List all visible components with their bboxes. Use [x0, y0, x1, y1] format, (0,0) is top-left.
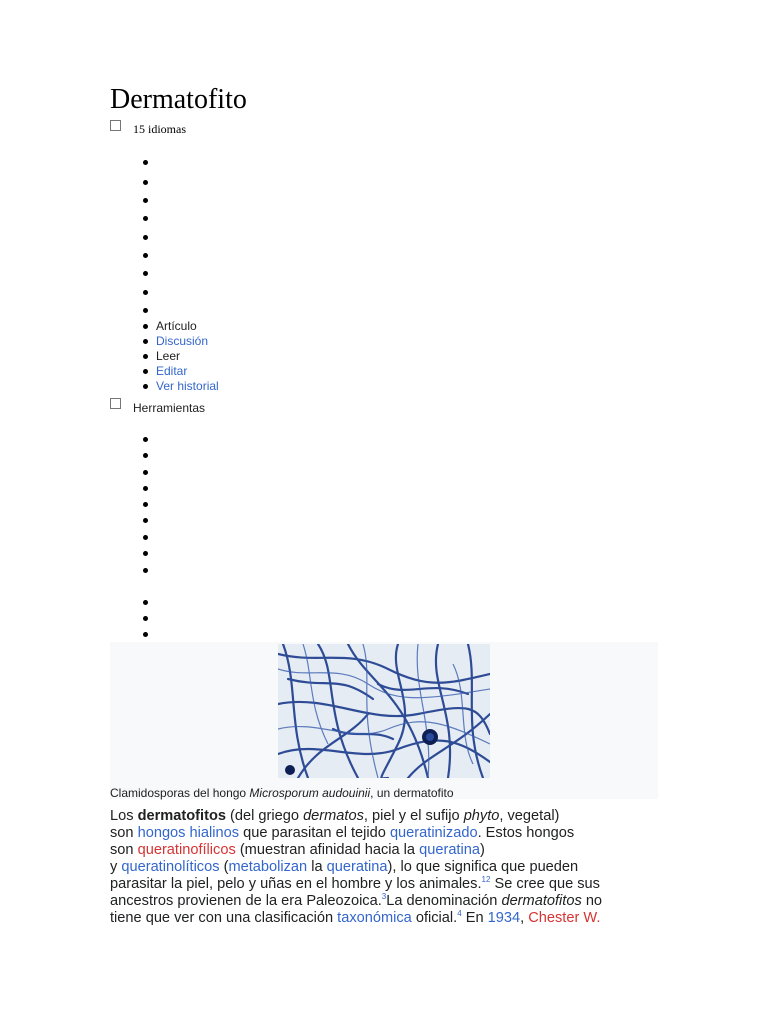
link-taxonomica[interactable]: taxonómica	[337, 910, 412, 926]
link-queratinizado[interactable]: queratinizado	[389, 825, 478, 841]
figure-caption: Clamidosporas del hongo Microsporum audouinii, un dermatofito	[110, 786, 454, 800]
list-bullet	[143, 437, 148, 442]
list-bullet	[143, 470, 148, 475]
languages-checkbox[interactable]	[110, 120, 121, 131]
link-chester-w[interactable]: Chester W.	[528, 910, 601, 926]
link-queratina[interactable]: queratina	[326, 859, 388, 875]
tab-article[interactable]: Artículo	[156, 319, 197, 333]
reference-link[interactable]: 3	[381, 892, 387, 901]
languages-label[interactable]: 15 idiomas	[133, 122, 186, 136]
link-queratina[interactable]: queratina	[419, 842, 480, 858]
reference-link[interactable]: 1	[481, 875, 486, 884]
link-hongos-hialinos[interactable]: hongos hialinos	[137, 825, 240, 841]
list-bullet	[143, 369, 148, 374]
list-bullet	[143, 198, 148, 203]
list-bullet	[143, 324, 148, 329]
list-bullet	[143, 486, 148, 491]
reference-link[interactable]: 2	[485, 875, 491, 884]
list-bullet	[143, 453, 148, 458]
tab-history[interactable]: Ver historial	[156, 379, 219, 393]
tools-label[interactable]: Herramientas	[133, 401, 206, 415]
article-paragraph: Los dermatofitos (del griego dermatos, piel y el sufijo phyto, vegetal) son hongos hialinos que parasitan el tejido queratinizado. Estos hongos son queratinofílicos (muestran afinidad hacia la queratina) y queratinolíticos (metabolizan la queratina), lo que significa que pueden parasitar la piel, pelo y uñas en el hombre y los animales.$^{12}$ Se cree que sus ancestros provienen de la era Paleozoica.$^3$La denominación dermatofitos no tiene que ver con una clasificación taxonómica oficial.$^4$ En 1934, Chester W.	[110, 808, 603, 926]
list-bullet	[143, 339, 148, 344]
list-bullet	[143, 600, 148, 605]
list-bullet	[143, 308, 148, 313]
list-bullet	[143, 632, 148, 637]
list-bullet	[143, 216, 148, 221]
list-bullet	[143, 290, 148, 295]
list-bullet	[143, 180, 148, 185]
list-bullet	[143, 235, 148, 240]
list-bullet	[143, 568, 148, 573]
list-bullet	[143, 160, 148, 165]
list-bullet	[143, 354, 148, 359]
tab-discussion[interactable]: Discusión	[156, 334, 209, 348]
link-queratinofilicos[interactable]: queratinofílicos	[137, 842, 236, 858]
link-1934[interactable]: 1934	[487, 910, 521, 926]
list-bullet	[143, 616, 148, 621]
tab-read[interactable]: Leer	[156, 349, 181, 363]
link-metabolizan[interactable]: metabolizan	[228, 859, 308, 875]
list-bullet	[143, 253, 148, 258]
tab-edit[interactable]: Editar	[156, 364, 188, 378]
list-bullet	[143, 502, 148, 507]
reference-link[interactable]: 4	[457, 909, 462, 918]
link-queratinoliticos[interactable]: queratinolíticos	[121, 859, 220, 875]
page-title: Dermatofito	[110, 84, 247, 115]
list-bullet	[143, 518, 148, 523]
list-bullet	[143, 384, 148, 389]
list-bullet	[143, 271, 148, 276]
tools-checkbox[interactable]	[110, 398, 121, 409]
microscopy-image[interactable]	[278, 644, 490, 778]
list-bullet	[143, 535, 148, 540]
list-bullet	[143, 551, 148, 556]
